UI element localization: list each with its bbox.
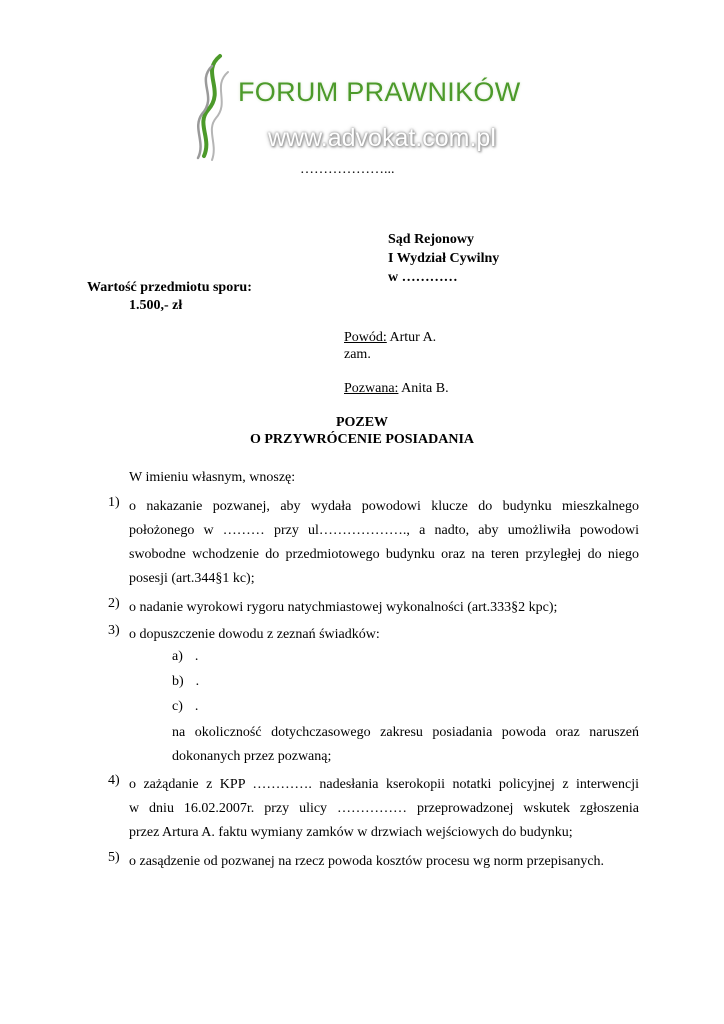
item-1-line: położonego w ……… przy ul………………., a nadto, aby umożliwiła powodowi	[129, 523, 639, 538]
witness-b-text: .	[195, 674, 200, 689]
item-2-line: o nadanie wyrokowi rygoru natychmiastowej wykonalności (art.333§2 kpc);	[129, 600, 558, 615]
defendant	[344, 381, 449, 397]
court-block	[388, 230, 499, 287]
witness-c-letter: c)	[172, 699, 183, 714]
witness-note-line: na okoliczność dotychczasowego zakresu posiadania powoda oraz naruszeń	[172, 725, 639, 740]
intro-text: W imieniu własnym, wnoszę:	[129, 470, 296, 485]
witness-note-line: dokonanych przez pozwaną;	[172, 749, 332, 764]
logo-url: www.advokat.com.pl	[268, 124, 496, 152]
item-4-line: o zażądanie z KPP …………. nadesłania kserokopii notatki policyjnej z interwencji	[129, 777, 639, 792]
dispute-value-label: Wartość przedmiotu sporu:	[87, 280, 252, 295]
defendant-name: Anita B.	[398, 381, 449, 396]
item-5-line: o zasądzenie od pozwanej na rzecz powoda kosztów procesu wg norm przepisanych.	[129, 854, 605, 869]
item-5	[129, 850, 639, 874]
item-1-number: 1)	[108, 495, 120, 510]
place-date: ………………...	[300, 162, 395, 177]
item-2	[129, 596, 639, 620]
witness-note	[172, 721, 639, 769]
court-line-1: Sąd Rejonowy	[388, 232, 474, 247]
court-line-2: I Wydział Cywilny	[388, 251, 500, 266]
item-3	[129, 623, 639, 647]
witness-c	[172, 699, 198, 715]
plaintiff-address: zam.	[344, 347, 371, 362]
document-title-line-1: POZEW	[335, 415, 389, 430]
court-line-3: w …………	[388, 270, 458, 285]
dispute-value-amount: 1.500,- zł	[129, 298, 183, 313]
document-title-line-2: O PRZYWRÓCENIE POSIADANIA	[249, 432, 475, 447]
logo-title: FORUM PRAWNIKÓW	[238, 77, 521, 107]
item-1-line: o nakazanie pozwanej, aby wydała powodowi klucze do budynku mieszkalnego	[129, 499, 639, 514]
item-3-number: 3)	[108, 623, 120, 638]
plaintiff	[344, 330, 436, 346]
item-2-number: 2)	[108, 596, 120, 611]
witness-a-text: .	[194, 649, 199, 664]
item-1	[129, 495, 639, 591]
item-4	[129, 773, 639, 845]
item-1-line: posesji (art.344§1 kc);	[129, 571, 255, 586]
plaintiff-name: Artur A.	[386, 330, 437, 345]
witness-b-letter: b)	[172, 674, 184, 689]
plaintiff-label: Powód:	[344, 330, 387, 345]
witness-a-letter: a)	[172, 649, 183, 664]
swirl-icon	[190, 52, 240, 162]
witness-b	[172, 674, 199, 690]
defendant-label: Pozwana:	[344, 381, 399, 396]
item-5-number: 5)	[108, 850, 120, 865]
item-4-number: 4)	[108, 773, 120, 788]
witness-a	[172, 649, 198, 665]
witness-c-text: .	[194, 699, 199, 714]
item-4-line: w dniu 16.02.2007r. przy ulicy …………… przeprowadzonej wskutek zgłoszenia	[129, 801, 639, 816]
item-4-line: przez Artura A. faktu wymiany zamków w drzwiach wejściowych do budynku;	[129, 825, 573, 840]
item-1-line: swobodne wchodzenie do przedmiotowego budynku oraz na teren przyległej do niego	[129, 547, 639, 562]
forum-prawnikow-logo	[190, 52, 540, 162]
item-3-line: o dopuszczenie dowodu z zeznań świadków:	[129, 627, 380, 642]
